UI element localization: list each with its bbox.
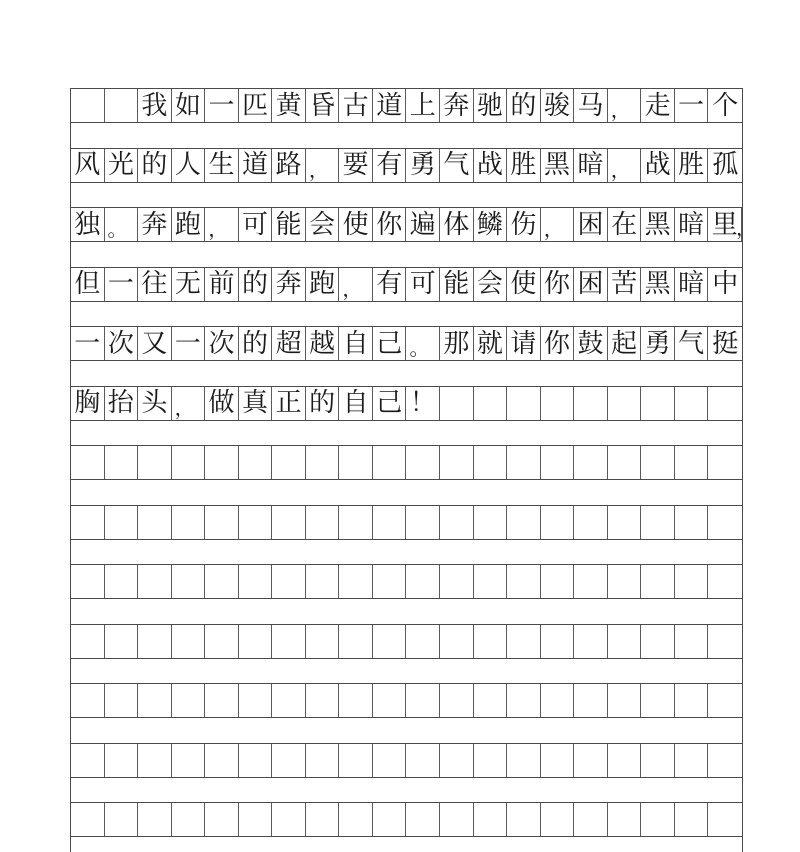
grid-cell-char: 一 — [205, 89, 239, 122]
grid-row — [71, 326, 742, 361]
grid-cell-empty — [608, 744, 642, 777]
grid-cell-empty — [373, 506, 407, 539]
grid-cell-empty — [105, 506, 139, 539]
grid-cell-empty — [373, 684, 407, 717]
grid-cell-empty — [71, 684, 105, 717]
grid-cell-empty — [574, 803, 608, 836]
grid-cell-char: 无 — [172, 268, 206, 301]
grid-cell-char: 马 — [574, 89, 608, 122]
grid-row — [71, 624, 742, 659]
grid-cell-empty — [172, 684, 206, 717]
grid-cell-char: 真 — [239, 387, 273, 420]
grid-cell-empty — [608, 684, 642, 717]
grid-cell-empty — [541, 565, 575, 598]
grid-cell-empty — [172, 744, 206, 777]
grid-cell-empty — [406, 803, 440, 836]
grid-cell-empty — [105, 446, 139, 479]
grid-cell-empty — [641, 387, 675, 420]
grid-cell-char: 就 — [474, 327, 508, 360]
grid-cell-empty — [406, 506, 440, 539]
grid-cell-empty — [708, 446, 742, 479]
grid-cell-char: 你 — [373, 208, 407, 241]
grid-cell-char: 生 — [205, 149, 239, 182]
grid-cell-char: 自 — [339, 387, 373, 420]
grid-cell-empty — [239, 625, 273, 658]
grid-cell-empty — [608, 803, 642, 836]
grid-cell-empty — [474, 625, 508, 658]
grid-cell-empty — [172, 803, 206, 836]
grid-cell-char: 可 — [239, 208, 273, 241]
grid-cell-char: 前 — [205, 268, 239, 301]
grid-cell-char: 伤 — [507, 208, 541, 241]
grid-cell-empty — [205, 684, 239, 717]
grid-cell-char: 古 — [339, 89, 373, 122]
grid-cell-empty — [507, 684, 541, 717]
grid-cell-char: 的 — [138, 149, 172, 182]
grid-cell-empty — [339, 565, 373, 598]
grid-cell-char: 。 — [105, 208, 139, 241]
grid-cell-empty — [541, 387, 575, 420]
grid-cell-char: ， — [541, 208, 575, 241]
grid-cell-empty — [406, 565, 440, 598]
grid-cell-char: ， — [339, 268, 373, 301]
grid-cell-char: 黑 — [541, 149, 575, 182]
grid-cell-empty — [406, 446, 440, 479]
grid-cell-char: 在 — [608, 208, 642, 241]
grid-cell-char: 抬 — [105, 387, 139, 420]
grid-row — [71, 148, 742, 183]
grid-cell-empty — [172, 506, 206, 539]
grid-cell-empty — [541, 446, 575, 479]
grid-cell-empty — [608, 446, 642, 479]
grid-cell-empty — [272, 565, 306, 598]
grid-row — [71, 802, 742, 837]
grid-cell-char: 体 — [440, 208, 474, 241]
grid-cell-empty — [507, 565, 541, 598]
grid-cell-char: 使 — [339, 208, 373, 241]
grid-cell-char: 孤 — [712, 150, 739, 180]
grid-cell-char: 请 — [507, 327, 541, 360]
grid-cell-char: ， — [205, 208, 239, 241]
grid-cell-char: 跑 — [306, 268, 340, 301]
grid-cell-empty — [708, 744, 742, 777]
grid-cell-char: 一 — [71, 327, 105, 360]
grid-cell-empty — [138, 506, 172, 539]
grid-cell-empty — [440, 625, 474, 658]
grid-row — [71, 207, 756, 242]
grid-cell-empty — [239, 803, 273, 836]
grid-cell-empty — [239, 684, 273, 717]
grid-cell-char: 中 — [712, 269, 739, 299]
grid-cell-char: 正 — [272, 387, 306, 420]
grid-cell-char: 战 — [474, 149, 508, 182]
grid-cell-char: 头 — [138, 387, 172, 420]
grid-cell-char: 个 — [712, 90, 739, 121]
grid-cell-char: 你 — [541, 268, 575, 301]
grid-cell-char: 次 — [105, 327, 139, 360]
grid-cell-char: 胸 — [71, 387, 105, 420]
grid-cell-empty — [474, 744, 508, 777]
grid-cell-empty — [239, 744, 273, 777]
grid-cell-char: ， — [608, 149, 642, 182]
grid-cell-empty — [574, 684, 608, 717]
grid-cell-empty — [339, 506, 373, 539]
grid-cell-empty — [708, 803, 742, 836]
grid-cell-char: 跑 — [172, 208, 206, 241]
grid-cell-empty — [373, 625, 407, 658]
grid-cell-char: 上 — [406, 89, 440, 122]
grid-cell-char: 暗 — [675, 268, 709, 301]
grid-cell-char: 暗 — [574, 149, 608, 182]
grid-cell-char: 使 — [507, 268, 541, 301]
grid-cell-char: 里 — [708, 208, 742, 241]
grid-cell-empty — [440, 803, 474, 836]
grid-cell-char: 黑 — [641, 208, 675, 241]
grid-cell-empty — [272, 684, 306, 717]
grid-cell-char: 奔 — [138, 208, 172, 241]
grid-cell-char: 越 — [306, 327, 340, 360]
grid-row — [71, 564, 742, 599]
grid-cell-empty — [205, 565, 239, 598]
grid-cell-empty — [474, 684, 508, 717]
grid-cell-empty — [339, 446, 373, 479]
grid-cell-empty — [306, 684, 340, 717]
grid-cell-empty — [138, 744, 172, 777]
grid-cell-char: 我 — [138, 89, 172, 122]
grid-cell-empty — [574, 506, 608, 539]
grid-cell-char: 。 — [406, 327, 440, 360]
grid-cell-char: 困 — [574, 268, 608, 301]
grid-cell-empty — [675, 387, 709, 420]
grid-cell-char: 一 — [172, 327, 206, 360]
grid-cell-empty — [239, 506, 273, 539]
grid-cell-char: 的 — [507, 89, 541, 122]
grid-cell-empty — [172, 625, 206, 658]
grid-cell-char: 勇 — [406, 149, 440, 182]
grid-cell-empty — [641, 684, 675, 717]
grid-cell-empty — [608, 565, 642, 598]
grid-cell-char: 做 — [205, 387, 239, 420]
grid-cell-char: 光 — [105, 149, 139, 182]
grid-cell-char: 匹 — [239, 89, 273, 122]
grid-cell-empty — [507, 387, 541, 420]
grid-cell-empty — [138, 803, 172, 836]
grid-cell-char: 超 — [272, 327, 306, 360]
grid-cell-empty — [205, 744, 239, 777]
grid-cell-empty — [406, 684, 440, 717]
grid-cell-empty — [474, 803, 508, 836]
grid-cell-empty — [172, 565, 206, 598]
grid-cell-empty — [105, 803, 139, 836]
grid-cell-char: 一 — [105, 268, 139, 301]
grid-cell-empty — [205, 803, 239, 836]
grid-row — [71, 386, 742, 421]
grid-cell-empty — [641, 506, 675, 539]
grid-cell-char: 己 — [373, 387, 407, 420]
grid-cell-empty — [507, 506, 541, 539]
grid-cell-empty — [474, 446, 508, 479]
grid-cell-empty — [272, 446, 306, 479]
grid-cell-empty — [105, 744, 139, 777]
grid-cell-empty — [708, 565, 742, 598]
grid-cell-empty — [708, 387, 742, 420]
grid-cell-empty — [708, 684, 742, 717]
grid-cell-empty — [574, 565, 608, 598]
grid-cell-char: 鼓 — [574, 327, 608, 360]
grid-cell-empty — [306, 803, 340, 836]
grid-cell-empty — [440, 565, 474, 598]
grid-cell-empty — [373, 744, 407, 777]
grid-cell-empty — [138, 684, 172, 717]
grid-cell-empty — [641, 744, 675, 777]
grid-cell-empty — [306, 744, 340, 777]
grid-cell-empty — [641, 565, 675, 598]
grid-cell-empty — [406, 744, 440, 777]
grid-cell-char: 有 — [373, 268, 407, 301]
grid-cell-char: 道 — [373, 89, 407, 122]
grid-cell-char: 骏 — [541, 89, 575, 122]
grid-cell-empty — [440, 744, 474, 777]
grid-cell-empty — [708, 625, 742, 658]
grid-cell-empty — [239, 565, 273, 598]
grid-row — [71, 683, 742, 718]
grid-cell-char: 自 — [339, 327, 373, 360]
grid-cell-empty — [71, 446, 105, 479]
grid-cell-char: 但 — [71, 268, 105, 301]
grid-cell-empty — [239, 446, 273, 479]
grid-cell-empty — [105, 89, 139, 122]
grid-cell-char: 奔 — [272, 268, 306, 301]
grid-cell-char: 你 — [541, 327, 575, 360]
grid-cell-char: 要 — [339, 149, 373, 182]
grid-cell-empty — [474, 387, 508, 420]
grid-cell-char: 勇 — [641, 327, 675, 360]
grid-cell-empty — [373, 446, 407, 479]
grid-cell-char: 独 — [71, 208, 105, 241]
grid-row — [71, 267, 742, 302]
grid-cell-char: 的 — [239, 327, 273, 360]
grid-cell-empty — [507, 744, 541, 777]
grid-cell-empty — [138, 446, 172, 479]
grid-cell-char: 遍 — [406, 208, 440, 241]
grid-row — [71, 445, 742, 480]
grid-cell-empty — [138, 625, 172, 658]
grid-cell-char: 黄 — [272, 89, 306, 122]
grid-cell-empty — [306, 506, 340, 539]
grid-cell-char: 道 — [239, 149, 273, 182]
grid-cell-char: 暗 — [675, 208, 709, 241]
grid-cell-char: 驰 — [474, 89, 508, 122]
grid-cell-char: 能 — [440, 268, 474, 301]
grid-cell-empty — [641, 625, 675, 658]
grid-cell-char: 胜 — [507, 149, 541, 182]
grid-row — [71, 88, 742, 123]
grid-cell-empty — [574, 446, 608, 479]
grid-cell-empty — [105, 625, 139, 658]
grid-cell-char: 人 — [172, 149, 206, 182]
grid-row — [71, 505, 742, 540]
grid-cell-char: 次 — [205, 327, 239, 360]
grid-cell-empty — [71, 89, 105, 122]
grid-cell-char: 昏 — [306, 89, 340, 122]
grid-cell-empty — [641, 803, 675, 836]
grid-cell-empty — [339, 625, 373, 658]
grid-cell-empty — [373, 803, 407, 836]
grid-cell-empty — [440, 506, 474, 539]
grid-cell-char: 如 — [172, 89, 206, 122]
grid-cell-empty — [541, 684, 575, 717]
margin-punctuation: ， — [736, 216, 756, 240]
grid-cell-char: 苦 — [608, 268, 642, 301]
grid-cell-empty — [440, 446, 474, 479]
grid-cell-char: 奔 — [440, 89, 474, 122]
grid-cell-char: 气 — [675, 327, 709, 360]
grid-cell-empty — [474, 565, 508, 598]
grid-cell-char: 战 — [641, 149, 675, 182]
grid-cell-empty — [641, 446, 675, 479]
grid-cell-empty — [105, 684, 139, 717]
grid-cell-empty — [172, 446, 206, 479]
grid-cell-char: 路 — [272, 149, 306, 182]
grid-cell-char: 会 — [474, 268, 508, 301]
grid-cell-char: 能 — [272, 208, 306, 241]
grid-cell-empty — [507, 803, 541, 836]
grid-cell-char: 鳞 — [474, 208, 508, 241]
grid-cell-empty — [474, 506, 508, 539]
grid-cell-empty — [272, 625, 306, 658]
grid-cell-empty — [574, 387, 608, 420]
grid-cell-empty — [272, 803, 306, 836]
grid-cell-empty — [339, 744, 373, 777]
grid-cell-empty — [541, 506, 575, 539]
grid-cell-char: 黑 — [641, 268, 675, 301]
essay-grid-paper — [70, 88, 756, 852]
grid-cell-empty — [675, 744, 709, 777]
grid-cell-char: 又 — [138, 327, 172, 360]
grid-cell-empty — [675, 684, 709, 717]
grid-cell-empty — [541, 744, 575, 777]
grid-cell-empty — [675, 803, 709, 836]
grid-cell-char: 走 — [641, 89, 675, 122]
grid-cell-empty — [71, 625, 105, 658]
grid-cell-char: 气 — [440, 149, 474, 182]
grid-cell-empty — [306, 446, 340, 479]
grid-cell-char: ， — [608, 89, 642, 122]
grid-cell-char: 挺 — [712, 328, 739, 359]
grid-cell-empty — [675, 565, 709, 598]
grid-cell-empty — [675, 446, 709, 479]
grid-cell-char: 往 — [138, 268, 172, 301]
grid-cell-char: 起 — [608, 327, 642, 360]
grid-cell-empty — [608, 625, 642, 658]
grid-cell-char: 己 — [373, 327, 407, 360]
grid-cell-empty — [71, 565, 105, 598]
grid-cell-empty — [138, 565, 172, 598]
grid-cell-empty — [105, 565, 139, 598]
grid-cell-empty — [574, 625, 608, 658]
grid-cell-empty — [373, 565, 407, 598]
grid-cell-empty — [339, 684, 373, 717]
grid-cell-empty — [272, 506, 306, 539]
grid-cell-char: ！ — [406, 387, 440, 420]
grid-cell-empty — [440, 684, 474, 717]
grid-cell-char: ， — [172, 387, 206, 420]
grid-cell-char: 会 — [306, 208, 340, 241]
grid-cell-char: 困 — [574, 208, 608, 241]
grid-cell-empty — [541, 625, 575, 658]
grid-cell-empty — [608, 506, 642, 539]
grid-cell-empty — [507, 446, 541, 479]
grid-cell-empty — [205, 446, 239, 479]
grid-cell-char: 一 — [675, 89, 709, 122]
grid-cell-empty — [71, 506, 105, 539]
grid-cell-empty — [708, 506, 742, 539]
grid-cell-empty — [71, 744, 105, 777]
grid-cell-empty — [507, 625, 541, 658]
grid-cell-char: 的 — [306, 387, 340, 420]
grid-row — [71, 743, 742, 778]
grid-cell-empty — [272, 744, 306, 777]
grid-cell-empty — [574, 744, 608, 777]
grid-cell-empty — [440, 387, 474, 420]
grid-cell-char: ， — [306, 149, 340, 182]
grid-cell-empty — [675, 506, 709, 539]
grid-cell-empty — [608, 387, 642, 420]
grid-cell-empty — [675, 625, 709, 658]
grid-cell-char: 可 — [406, 268, 440, 301]
grid-cell-char: 有 — [373, 149, 407, 182]
grid-cell-empty — [306, 565, 340, 598]
grid-cell-empty — [406, 625, 440, 658]
grid-cell-empty — [205, 625, 239, 658]
grid-cell-char: 胜 — [675, 149, 709, 182]
grid-cell-empty — [71, 803, 105, 836]
grid-cell-empty — [306, 625, 340, 658]
grid-cell-empty — [205, 506, 239, 539]
grid-cell-empty — [541, 803, 575, 836]
grid-cell-empty — [339, 803, 373, 836]
grid-cell-char: 的 — [239, 268, 273, 301]
grid-cell-char: 风 — [71, 149, 105, 182]
grid-cell-char: 那 — [440, 327, 474, 360]
